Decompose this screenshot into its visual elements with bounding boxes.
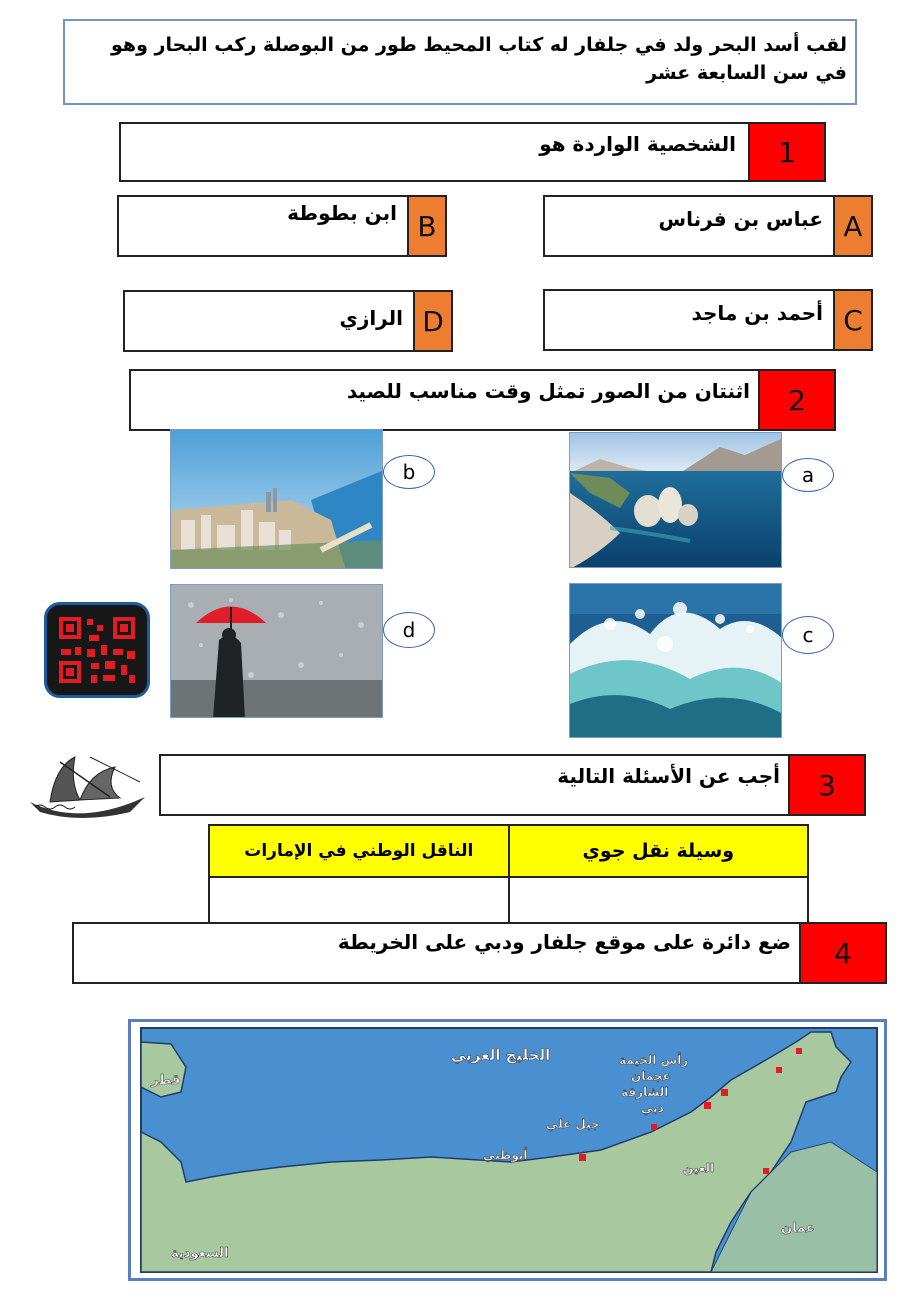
map-label-saudi: السعودية: [171, 1246, 229, 1261]
table-header-row: [209, 825, 808, 877]
image-a-label: a: [782, 458, 834, 492]
image-c-stormy-waves[interactable]: [569, 583, 782, 738]
map-label-alain: العين: [683, 1161, 715, 1175]
map-label-gulf: الخليج العربي: [451, 1046, 551, 1064]
q4-number: 4: [799, 924, 885, 982]
q1-question-box: [119, 122, 826, 182]
option-a-letter: A: [833, 197, 871, 255]
q2-number: 2: [758, 371, 834, 429]
calm-sea-illustration: [570, 433, 782, 568]
uae-map-svg: [131, 1022, 884, 1278]
image-a-calm-sea[interactable]: [569, 432, 782, 568]
q3-answer-table: [208, 824, 809, 925]
image-b-city-beach[interactable]: [170, 429, 383, 569]
q4-question-text: ضع دائرة على موقع جلفار ودبي على الخريطة: [337, 930, 791, 954]
map-label-oman: عمان: [781, 1221, 815, 1236]
map-label-abudhabi: أبوظبي: [483, 1148, 528, 1162]
header-air-transport: وسيلة نقل جوي: [509, 825, 808, 877]
image-b-label: b: [383, 455, 435, 489]
q1-number: 1: [748, 124, 824, 180]
city-beach-illustration: [171, 430, 383, 569]
option-d[interactable]: [123, 290, 453, 352]
option-d-text: الرازي: [339, 306, 403, 330]
option-a[interactable]: [543, 195, 873, 257]
image-d-label: d: [383, 612, 435, 648]
intro-box: [63, 19, 857, 105]
rain-illustration: [171, 585, 383, 718]
map-label-rak: رأس الخيمة: [619, 1053, 689, 1067]
table-answer-row: [209, 877, 808, 924]
waves-illustration: [570, 584, 782, 738]
image-d-rain-umbrella[interactable]: [170, 584, 383, 718]
image-c-label: c: [782, 616, 834, 654]
option-b-letter: B: [407, 197, 445, 255]
q2-question-box: [129, 369, 836, 431]
answer-air-transport[interactable]: [509, 877, 808, 924]
map-label-sharjah: الشارقة: [621, 1085, 669, 1099]
option-c[interactable]: [543, 289, 873, 351]
map-label-dubai: دبي: [641, 1101, 664, 1115]
qr-code-icon[interactable]: [44, 602, 150, 698]
q4-question-box: [72, 922, 887, 984]
option-b[interactable]: [117, 195, 447, 257]
q3-question-text: أجب عن الأسئلة التالية: [557, 764, 780, 788]
map-label-jebelali: جبل علي: [546, 1117, 600, 1131]
map-label-qatar: قطر: [151, 1073, 181, 1088]
intro-text: لقب أسد البحر ولد في جلفار له كتاب المحيط طور من البوصلة ركب البحار وهو في سن السابعة عشر: [111, 34, 847, 84]
header-national-carrier: الناقل الوطني في الإمارات: [209, 825, 509, 877]
option-a-text: عباس بن فرناس: [658, 207, 823, 231]
uae-map[interactable]: [128, 1019, 887, 1281]
q3-number: 3: [788, 756, 864, 814]
option-d-letter: D: [413, 292, 451, 350]
q2-question-text: اثنتان من الصور تمثل وقت مناسب للصيد: [346, 379, 750, 403]
q3-question-box: [159, 754, 866, 816]
option-c-text: أحمد بن ماجد: [691, 301, 823, 325]
option-b-text: ابن بطوطة: [287, 201, 397, 225]
q1-question-text: الشخصية الواردة هو: [539, 132, 736, 156]
map-label-ajman: عجمان: [631, 1069, 671, 1083]
option-c-letter: C: [833, 291, 871, 349]
dhow-boat-icon: [20, 752, 150, 827]
answer-national-carrier[interactable]: [209, 877, 509, 924]
